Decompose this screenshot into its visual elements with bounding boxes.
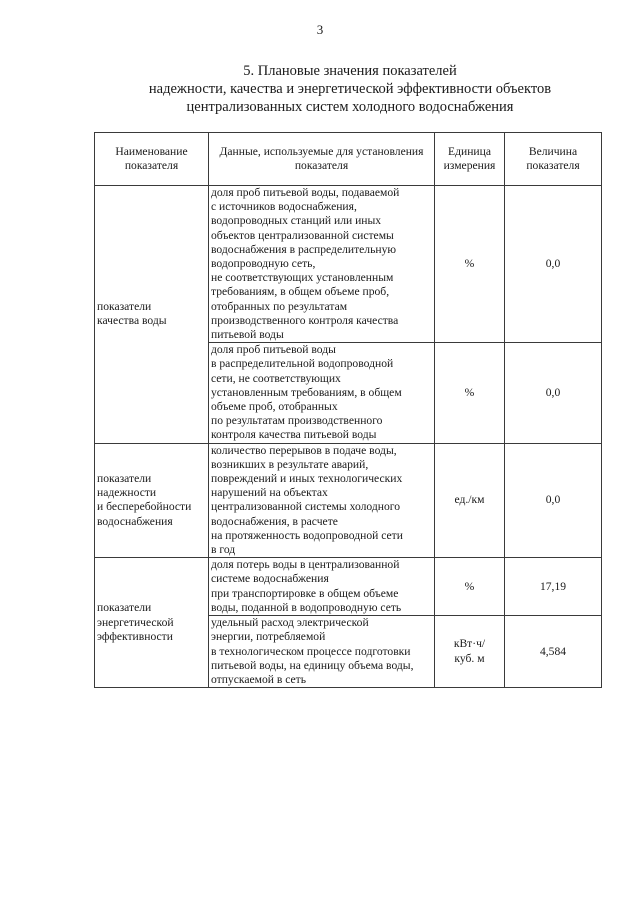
indicator-unit: % xyxy=(435,343,505,443)
table-row xyxy=(95,186,602,343)
group-name-water-quality: показатели качества воды xyxy=(95,186,209,444)
indicator-value: 17,19 xyxy=(505,558,602,616)
indicator-description: удельный расход электрической энергии, потребляемой в технологическом процессе подготовки питьевой воды, на единицу объема воды, отпускаемой в сеть xyxy=(209,616,435,688)
group-name-reliability: показатели надежности и бесперебойности водоснабжения xyxy=(95,443,209,558)
table-row xyxy=(95,558,602,616)
indicator-unit: ед./км xyxy=(435,443,505,558)
indicator-value: 0,0 xyxy=(505,186,602,343)
header-indicator-name: Наименование показателя xyxy=(95,133,209,186)
indicator-unit: % xyxy=(435,186,505,343)
header-data-used: Данные, используемые для установления показателя xyxy=(209,133,435,186)
page-number: 3 xyxy=(316,22,324,37)
group-name-energy-efficiency: показатели энергетической эффективности xyxy=(95,558,209,688)
indicator-value: 0,0 xyxy=(505,343,602,443)
indicator-description: доля потерь воды в централизованной системе водоснабжения при транспортировке в общем объеме воды, поданной в водопроводную сеть xyxy=(209,558,435,616)
indicator-unit: кВт·ч/ куб. м xyxy=(435,616,505,688)
section-heading xyxy=(100,62,600,116)
header-unit: Единица измерения xyxy=(435,133,505,186)
indicator-description: доля проб питьевой воды в распределительной водопроводной сети, не соответствующих установленным требованиям, в общем объеме проб, отобранных по результатам производственного контроля качества питьевой воды xyxy=(209,343,435,443)
indicator-description: количество перерывов в подаче воды, возникших в результате аварий, повреждений и иных технологических нарушений на объектах централизованной системы холодного водоснабжения, в расчете на протяженность водопроводной сети в год xyxy=(209,443,435,558)
table-row xyxy=(95,443,602,558)
heading-line: надежности, качества и энергетической эффективности объектов xyxy=(148,81,552,97)
indicator-unit: % xyxy=(435,558,505,616)
indicators-table xyxy=(94,132,602,688)
header-value: Величина показателя xyxy=(505,133,602,186)
heading-line: централизованных систем холодного водоснабжения xyxy=(186,99,514,115)
table-header-row xyxy=(95,133,602,186)
indicator-value: 4,584 xyxy=(505,616,602,688)
indicator-value: 0,0 xyxy=(505,443,602,558)
heading-line: 5. Плановые значения показателей xyxy=(243,63,457,79)
indicator-description: доля проб питьевой воды, подаваемой с источников водоснабжения, водопроводных станций или иных объектов централизованной системы водоснабжения в распределительную водопроводную сеть, не соответствующих установленным требованиям, в общем объеме проб, отобранных по результатам производственного контроля качества питьевой воды xyxy=(209,186,435,343)
